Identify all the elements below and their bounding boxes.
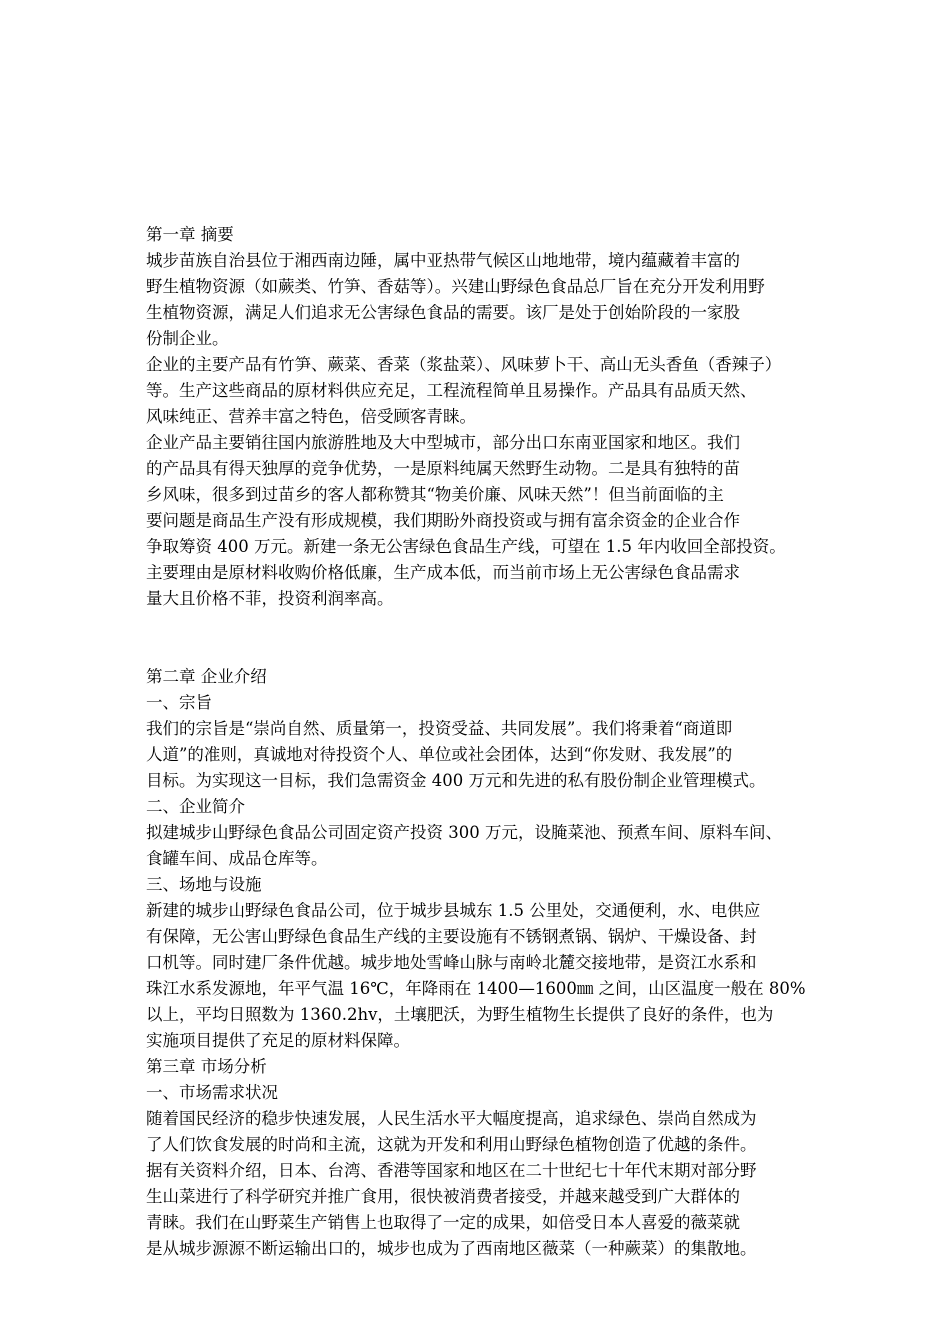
paragraph-line: 食罐车间、成品仓库等。 [146,849,328,868]
paragraph-line: 人道”的准则，真诚地对待投资个人、单位或社会团体，达到“你发财、我发展”的 [146,745,733,764]
paragraph-line: 口机等。同时建厂条件优越。城步地处雪峰山脉与南岭北麓交接地带，是资江水系和 [146,953,757,972]
paragraph-line: 城步苗族自治县位于湘西南边陲，属中亚热带气候区山地地带，境内蕴藏着丰富的 [146,251,740,270]
paragraph-line: 是从城步源源不断运输出口的，城步也成为了西南地区薇菜（一种蕨菜）的集散地。 [146,1239,757,1258]
section-heading: 三、场地与设施 [146,875,262,894]
paragraph-line: 随着国民经济的稳步快速发展，人民生活水平大幅度提高，追求绿色、崇尚自然成为 [146,1109,757,1128]
paragraph-line: 生植物资源，满足人们追求无公害绿色食品的需要。该厂是处于创始阶段的一家股 [146,303,740,322]
paragraph-line: 企业的主要产品有竹笋、蕨菜、香菜（浆盐菜）、风味萝卜干、高山无头香鱼（香辣子） [146,355,782,374]
section-spacer [146,612,822,664]
chapter-1-title: 第一章 摘要 [146,225,234,244]
paragraph-line: 拟建城步山野绿色食品公司固定资产投资 300 万元，设腌菜池、预煮车间、原料车间、 [146,823,782,842]
chapter-1-body [146,248,822,612]
paragraph-line: 等。生产这些商品的原材料供应充足，工程流程简单且易操作。产品具有品质天然、 [146,381,757,400]
paragraph-line: 据有关资料介绍，日本、台湾、香港等国家和地区在二十世纪七十年代末期对部分野 [146,1161,757,1180]
paragraph-line: 珠江水系发源地，年平气温 16℃，年降雨在 1400—1600㎜ 之间，山区温度一般在 80% [146,979,806,998]
paragraph-line: 生山菜进行了科学研究并推广食用，很快被消费者接受，并越来越受到广大群体的 [146,1187,740,1206]
paragraph-line: 新建的城步山野绿色食品公司，位于城步县城东 1.5 公里处，交通便利，水、电供应 [146,901,761,920]
chapter-2-title: 第二章 企业介绍 [146,667,267,686]
paragraph-line: 青睐。我们在山野菜生产销售上也取得了一定的成果，如倍受日本人喜爱的薇菜就 [146,1213,740,1232]
paragraph-line: 量大且价格不菲，投资利润率高。 [146,589,394,608]
document-body [146,222,822,1262]
paragraph-line: 有保障，无公害山野绿色食品生产线的主要设施有不锈钢煮锅、锅炉、干燥设备、封 [146,927,757,946]
section-heading: 二、企业简介 [146,797,245,816]
paragraph-line: 我们的宗旨是“崇尚自然、质量第一，投资受益、共同发展”。我们将秉着“商道即 [146,719,733,738]
paragraph-line: 的产品具有得天独厚的竞争优势，一是原料纯属天然野生动物。二是具有独特的苗 [146,459,740,478]
paragraph-line: 乡风味，很多到过苗乡的客人都称赞其“物美价廉、风味天然”！但当前面临的主 [146,485,724,504]
paragraph-line: 了人们饮食发展的时尚和主流，这就为开发和利用山野绿色植物创造了优越的条件。 [146,1135,757,1154]
section-heading: 一、市场需求状况 [146,1083,278,1102]
paragraph-line: 争取筹资 400 万元。新建一条无公害绿色食品生产线，可望在 1.5 年内收回全部投资。 [146,537,786,556]
paragraph-line: 主要理由是原材料收购价格低廉，生产成本低，而当前市场上无公害绿色食品需求 [146,563,740,582]
paragraph-line: 要问题是商品生产没有形成规模，我们期盼外商投资或与拥有富余资金的企业合作 [146,511,740,530]
paragraph-line: 目标。为实现这一目标，我们急需资金 400 万元和先进的私有股份制企业管理模式。 [146,771,766,790]
section-heading: 一、宗旨 [146,693,212,712]
paragraph-line: 份制企业。 [146,329,229,348]
paragraph-line: 实施项目提供了充足的原材料保障。 [146,1031,410,1050]
paragraph-line: 野生植物资源（如蕨类、竹笋、香菇等）。兴建山野绿色食品总厂旨在充分开发利用野 [146,277,765,296]
paragraph-line: 风味纯正、营养丰富之特色，倍受顾客青睐。 [146,407,476,426]
chapter-3-title: 第三章 市场分析 [146,1057,267,1076]
paragraph-line: 以上，平均日照数为 1360.2hv，土壤肥沃，为野生植物生长提供了良好的条件，也为 [146,1005,774,1024]
paragraph-line: 企业产品主要销往国内旅游胜地及大中型城市，部分出口东南亚国家和地区。我们 [146,433,740,452]
